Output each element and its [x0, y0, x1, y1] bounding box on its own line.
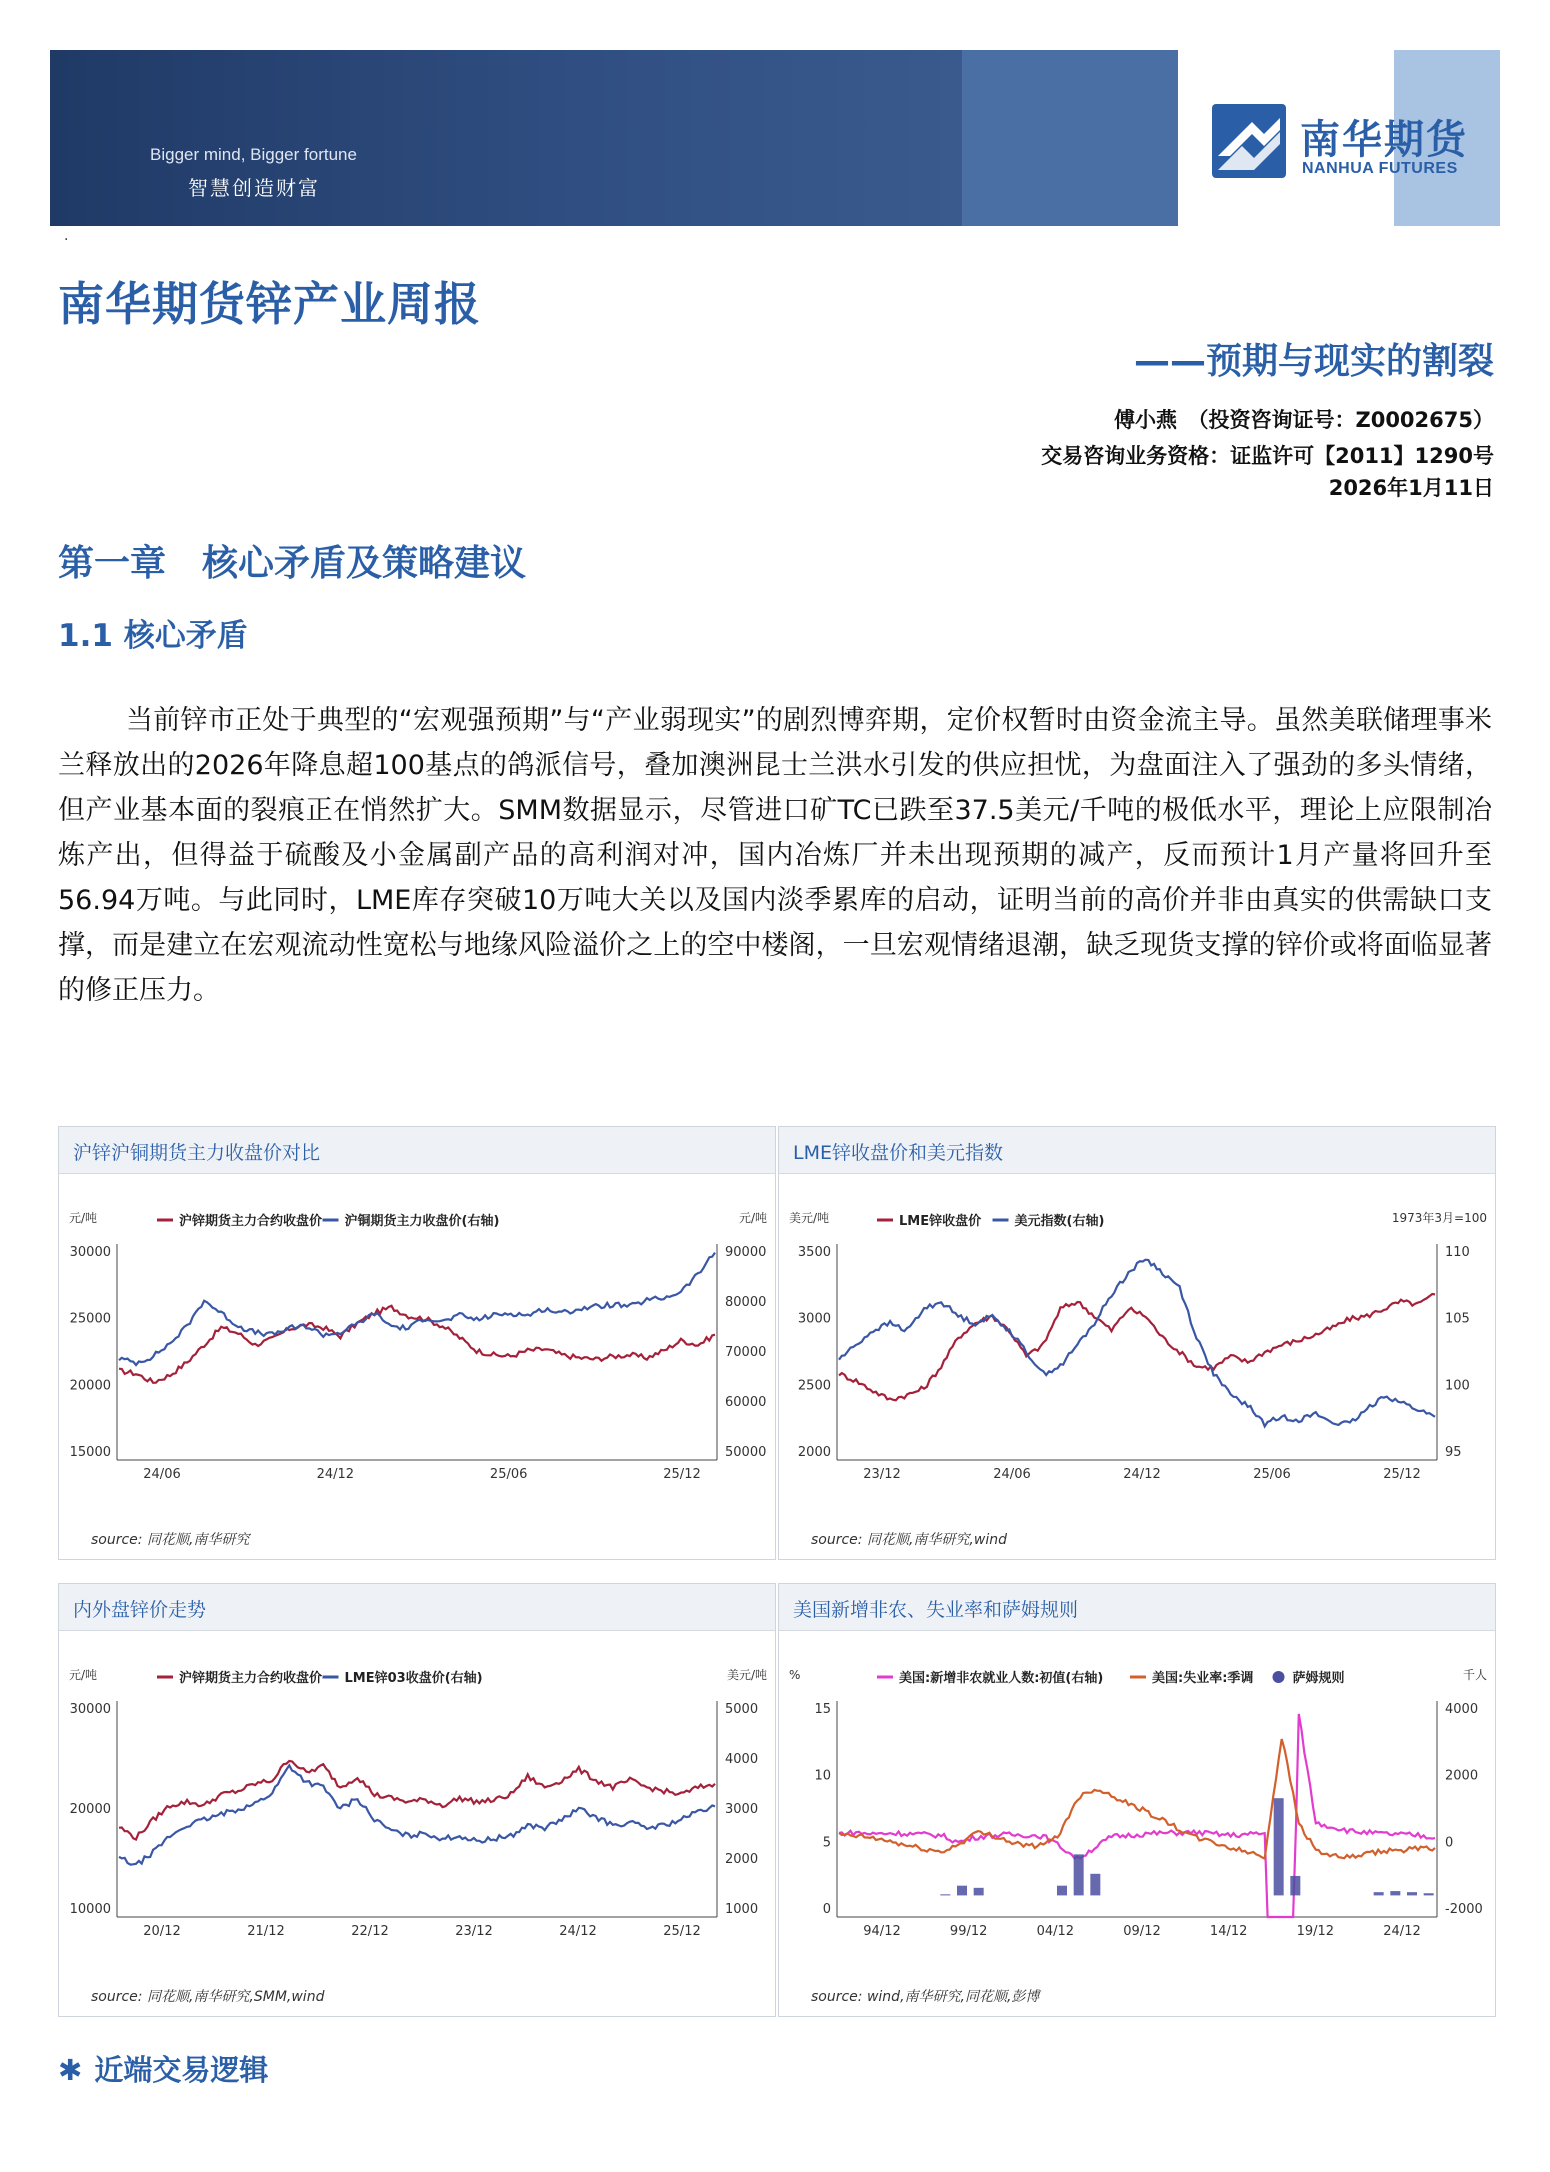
series-line [839, 1260, 1435, 1427]
series-line [839, 1739, 1435, 1859]
y-tick-label: 25000 [69, 1311, 111, 1327]
x-tick-label: 19/12 [1296, 1924, 1335, 1939]
y2-tick-label: 50000 [725, 1445, 767, 1460]
y-tick-label: 10 [814, 1768, 831, 1784]
x-tick-label: 24/12 [316, 1467, 355, 1482]
chart-source: source: 同花顺,南华研究 [91, 1532, 250, 1548]
series-line [839, 1294, 1435, 1400]
header-banner [50, 50, 1500, 226]
legend-label: LME锌收盘价 [899, 1214, 982, 1229]
legend-label: 美国:失业率:季调 [1152, 1671, 1254, 1686]
y2-tick-label: 5000 [725, 1702, 759, 1717]
x-tick-label: 25/06 [489, 1467, 528, 1482]
left-unit-label: % [789, 1668, 801, 1682]
y-tick-label: 3500 [797, 1245, 831, 1260]
near-term-title: 近端交易逻辑 [94, 2053, 269, 2087]
nanhua-logo-icon [1212, 104, 1286, 178]
x-tick-label: 21/12 [247, 1924, 285, 1939]
y-tick-label: 2000 [797, 1445, 831, 1460]
chart-title: 美国新增非农、失业率和萨姆规则 [793, 1599, 1079, 1621]
chart-panel-domestic-foreign-zinc [58, 1583, 776, 2017]
series-line [119, 1306, 715, 1383]
legend-marker [1273, 1671, 1285, 1683]
x-tick-label: 09/12 [1123, 1924, 1161, 1939]
y-tick-label: 0 [822, 1902, 831, 1917]
report-date: 2026年1月11日 [1328, 476, 1494, 500]
page-marker: · [64, 232, 69, 248]
x-tick-label: 23/12 [863, 1467, 901, 1482]
right-unit-label: 美元/吨 [726, 1668, 767, 1682]
chart-panel-shfe-zinc-copper [58, 1126, 776, 1560]
y2-tick-label: 3000 [725, 1802, 759, 1817]
sahm-bar [1424, 1893, 1434, 1895]
near-term-heading [58, 2048, 268, 2089]
y2-tick-label: 70000 [725, 1345, 767, 1360]
x-tick-label: 24/12 [1383, 1924, 1421, 1939]
left-unit-label: 元/吨 [69, 1211, 98, 1225]
chart-source: source: 同花顺,南华研究,SMM,wind [91, 1989, 325, 2005]
legend-label: 萨姆规则 [1292, 1671, 1345, 1686]
left-unit-label: 元/吨 [69, 1668, 98, 1682]
y2-tick-label: 95 [1445, 1445, 1462, 1460]
legend-label: 沪铜期货主力收盘价(右轴) [344, 1214, 500, 1229]
banner-band-mid [962, 50, 1178, 226]
y-tick-label: 30000 [69, 1702, 111, 1717]
y-tick-label: 10000 [69, 1902, 111, 1917]
y2-tick-label: 100 [1445, 1378, 1470, 1394]
legend-label: LME锌03收盘价(右轴) [344, 1671, 483, 1686]
chart-domestic-foreign-zinc [59, 1631, 775, 1981]
series-line [119, 1253, 715, 1365]
sahm-bar [1090, 1874, 1100, 1896]
x-tick-label: 25/12 [1383, 1467, 1421, 1482]
x-tick-label: 23/12 [455, 1924, 493, 1939]
sahm-bar [1407, 1892, 1417, 1895]
x-tick-label: 24/12 [559, 1924, 597, 1939]
tagline-en: Bigger mind, Bigger fortune [150, 145, 357, 164]
sahm-bar [974, 1888, 984, 1896]
x-tick-label: 25/12 [663, 1924, 701, 1939]
y2-tick-label: 80000 [725, 1295, 767, 1310]
y2-tick-label: 0 [1445, 1835, 1454, 1851]
tagline-cn: 智慧创造财富 [188, 176, 320, 200]
asterisk-icon: ✱ [58, 2053, 83, 2087]
chart-source: source: wind,南华研究,同花顺,彭博 [811, 1989, 1040, 2005]
y2-tick-label: 105 [1445, 1311, 1470, 1327]
x-tick-label: 24/12 [1123, 1467, 1161, 1482]
y2-tick-label: 4000 [725, 1752, 759, 1767]
chart-panel-lme-zinc-dxy [778, 1126, 1496, 1560]
sahm-bar [1274, 1798, 1284, 1895]
chapter-heading: 第一章 核心矛盾及策略建议 [58, 543, 527, 584]
y-tick-label: 20000 [69, 1802, 111, 1817]
chart-title: 内外盘锌价走势 [73, 1599, 207, 1621]
y2-tick-label: 90000 [725, 1245, 767, 1260]
sahm-bar [1374, 1892, 1384, 1895]
chart-title: LME锌收盘价和美元指数 [793, 1142, 1003, 1164]
chart-title: 沪锌沪铜期货主力收盘价对比 [73, 1142, 321, 1164]
x-tick-label: 24/06 [143, 1467, 181, 1482]
series-line [839, 1714, 1435, 1917]
x-tick-label: 24/06 [993, 1467, 1031, 1482]
author-line: 傅小燕 （投资咨询证号：Z0002675） [1113, 408, 1494, 432]
right-unit-label: 元/吨 [738, 1211, 767, 1225]
left-unit-label: 美元/吨 [789, 1211, 830, 1225]
y2-tick-label: 4000 [1445, 1702, 1479, 1717]
sahm-bar [1057, 1886, 1067, 1896]
core-paragraph: 当前锌市正处于典型的“宏观强预期”与“产业弱现实”的剧烈博弈期，定价权暂时由资金流主导。虽然美联储理事米兰释放出的2026年降息超100基点的鸽派信号，叠加澳洲昆士兰洪水引发的供应担忧，为盘面注入了强劲的多头情绪，但产业基本面的裂痕正在悄然扩大。SMM数据显示，尽管进口矿TC已跌至37.5美元/千吨的极低水平，理论上应限制冶炼产出，但得益于硫酸及小金属副产品的高利润对冲，国内冶炼厂并未出现预期的减产，反而预计1月产量将回升至56.94万吨。与此同时，LME库存突破10万吨大关以及国内淡季累库的启动，证明当前的高价并非由真实的供需缺口支撑，而是建立在宏观流动性宽松与地缘风险溢价之上的空中楼阁，一旦宏观情绪退潮，缺乏现货支撑的锌价或将面临显著的修正压力。 [58, 705, 1492, 1006]
x-tick-label: 25/12 [663, 1467, 701, 1482]
chart-shfe-zinc-copper [59, 1174, 775, 1524]
chart-panel-us-labor [778, 1583, 1496, 2017]
chart-lme-zinc-dxy [779, 1174, 1495, 1524]
y-tick-label: 15 [814, 1702, 831, 1717]
x-tick-label: 99/12 [949, 1924, 988, 1939]
x-tick-label: 14/12 [1209, 1924, 1248, 1939]
sahm-bar [1390, 1891, 1400, 1895]
y2-tick-label: 60000 [725, 1395, 767, 1410]
y-tick-label: 3000 [797, 1311, 831, 1327]
right-unit-label: 1973年3月=100 [1391, 1211, 1487, 1225]
sahm-bar [957, 1886, 967, 1896]
y-tick-label: 5 [822, 1835, 831, 1851]
y-tick-label: 20000 [69, 1378, 111, 1394]
x-tick-label: 25/06 [1253, 1467, 1291, 1482]
y2-tick-label: 110 [1445, 1245, 1470, 1260]
y2-tick-label: -2000 [1445, 1902, 1483, 1917]
legend-label: 美国:新增非农就业人数:初值(右轴) [899, 1671, 1104, 1686]
x-tick-label: 04/12 [1036, 1924, 1075, 1939]
y2-tick-label: 2000 [1445, 1768, 1479, 1784]
report-subtitle: ——预期与现实的割裂 [1133, 341, 1494, 382]
legend-label: 沪锌期货主力合约收盘价 [179, 1214, 323, 1229]
right-unit-label: 千人 [1462, 1668, 1487, 1682]
y2-tick-label: 2000 [725, 1852, 759, 1867]
series-line [119, 1761, 715, 1840]
x-tick-label: 20/12 [143, 1924, 181, 1939]
chart-source: source: 同花顺,南华研究,wind [811, 1532, 1007, 1548]
logo-text-cn: 南华期货 [1300, 117, 1468, 163]
sahm-bar [1290, 1876, 1300, 1895]
report-title: 南华期货锌产业周报 [58, 277, 481, 331]
chart-us-labor [779, 1631, 1495, 1981]
series-line [119, 1765, 715, 1864]
sahm-bar [1074, 1854, 1084, 1895]
logo-text-en: NANHUA FUTURES [1302, 160, 1458, 177]
section-heading: 1.1 核心矛盾 [58, 618, 248, 654]
x-tick-label: 22/12 [351, 1924, 389, 1939]
x-tick-label: 94/12 [863, 1924, 901, 1939]
y-tick-label: 30000 [69, 1245, 111, 1260]
legend-label: 美元指数(右轴) [1014, 1214, 1105, 1229]
y-tick-label: 2500 [797, 1378, 831, 1394]
sahm-bar [940, 1894, 950, 1895]
license-line: 交易咨询业务资格：证监许可【2011】1290号 [1041, 444, 1494, 468]
y2-tick-label: 1000 [725, 1902, 759, 1917]
y-tick-label: 15000 [69, 1445, 111, 1460]
banner-band-dark [50, 50, 962, 226]
legend-label: 沪锌期货主力合约收盘价 [179, 1671, 323, 1686]
